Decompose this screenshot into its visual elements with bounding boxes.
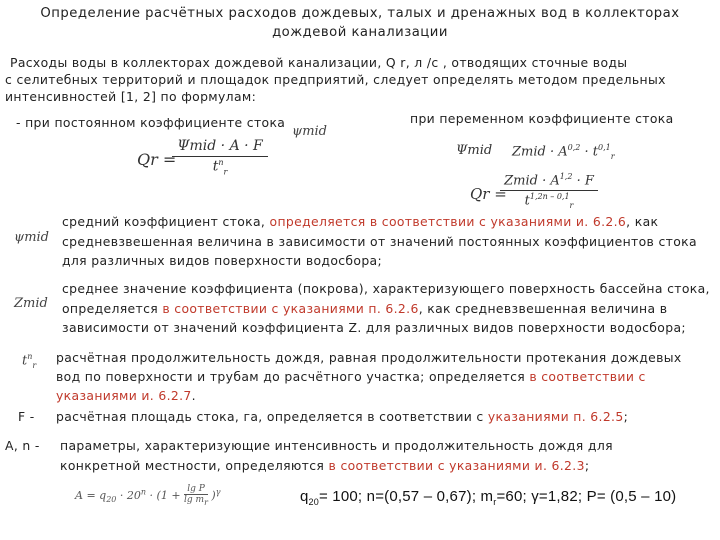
var-coef-label: при переменном коэффициенте стока bbox=[410, 111, 674, 126]
psi-def-line-3: для различных видов поверхности водосбора; bbox=[62, 253, 383, 268]
intro-line-2: с селитебных территорий и площадок предприятий, следует определять методом предельных bbox=[5, 72, 666, 87]
f-symbol: F - bbox=[18, 409, 35, 424]
z-mid-symbol: Zmid bbox=[14, 296, 48, 311]
f-def-line-1: расчётная площадь стока, га, определяется в соответствии с указаниями п. 6.2.5; bbox=[56, 409, 629, 424]
psi-def-line-1: средний коэффициент стока, определяется в соответствии с указаниями и. 6.2.6, как bbox=[62, 214, 659, 229]
t-def-line-3: указаниями и. 6.2.7. bbox=[56, 388, 196, 403]
f-def-reference: указаниями п. 6.2.5 bbox=[487, 409, 624, 424]
formula-const-lhs: Qr = bbox=[137, 150, 177, 169]
z-def-line-2: определяется в соответствии с указаниями п. 6.2.6, как средневзвешенная величина в bbox=[62, 301, 668, 316]
formula-const-numerator: Ψmid · A · F bbox=[172, 138, 268, 157]
psi-mid-symbol: ψmid bbox=[14, 230, 50, 245]
page-title: Определение расчётных расходов дождевых, талых и дренажных вод в коллекторах bbox=[40, 6, 680, 21]
psi-mid-label: ψmid bbox=[292, 124, 328, 139]
t-def-line-1: расчётная продолжительность дождя, равная продолжительности протекания дождевых bbox=[56, 350, 682, 365]
formula-var-denominator: $t^{1,2n - 0,1}_r$ bbox=[524, 192, 574, 211]
param-values: $q_{20}= 100$; n=(0,57 – 0,67); $m_r=60$; γ=1,82; P= (0,5 – 10) bbox=[300, 488, 677, 507]
z-def-reference: в соответствии с указаниями п. 6.2.6 bbox=[162, 301, 419, 316]
formula-a: $A = q_{20} \cdot 20^n \cdot (1$ + $\frac{\text{lg P}}{\lg m_r}$ )$^\gamma$ bbox=[75, 484, 221, 507]
formula-const-denominator: $t^n_r$ bbox=[212, 158, 228, 177]
formula-const-fraction bbox=[172, 138, 268, 176]
t-r-n-symbol: $t^n_r$ bbox=[22, 352, 37, 370]
t-def-line-2: вод по поверхности и трубам до расчётного участка; определяется в соответствии с bbox=[56, 369, 646, 384]
formula-var-psi: Ψmid bbox=[456, 143, 493, 158]
intro-line-1: Расходы воды в коллекторах дождевой канализации, Q r, л /с , отводящих сточные воды bbox=[10, 55, 628, 70]
an-def-line-1: параметры, характеризующие интенсивность и продолжительность дождя для bbox=[60, 438, 613, 453]
an-def-line-2: конкретной местности, определяются в соответствии с указаниями и. 6.2.3; bbox=[60, 458, 590, 473]
psi-def-line-2: средневзвешенная величина в зависимости от значений постоянных коэффициентов стока bbox=[62, 234, 697, 249]
psi-def-reference: определяется в соответствии с указаниями и. 6.2.6 bbox=[269, 214, 627, 229]
t-def-reference: в соответствии с bbox=[529, 369, 646, 384]
formula-var-fraction bbox=[500, 172, 598, 210]
intro-line-3: интенсивностей [1, 2] по формулам: bbox=[5, 89, 257, 104]
formula-var-top: Zmid · $A^{0,2} \cdot t^{0,1}_r$ bbox=[512, 143, 615, 161]
formula-var-numerator: Zmid · A$^{1,2}$ · F bbox=[500, 172, 598, 191]
formula-var-lhs: Qr = bbox=[470, 185, 507, 203]
z-def-line-1: среднее значение коэффициента (покрова), характеризующего поверхность бассейна стока, bbox=[62, 281, 710, 296]
z-def-line-3: зависимости от значений коэффициента Z. для различных видов поверхности водосбора; bbox=[62, 320, 686, 335]
page-title-line2: дождевой канализации bbox=[272, 25, 448, 40]
const-coef-label: - при постоянном коэффициенте стока bbox=[16, 115, 286, 130]
an-symbol: А, n - bbox=[5, 438, 40, 453]
an-def-reference: в соответствии с указаниями и. 6.2.3 bbox=[328, 458, 585, 473]
